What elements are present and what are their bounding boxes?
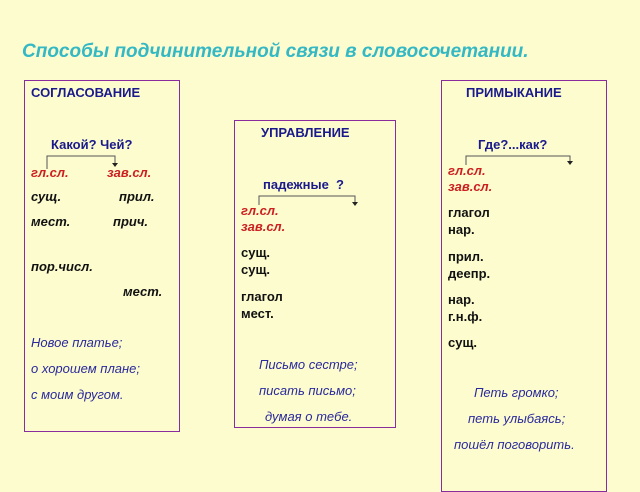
adjacency-heading: ПРИМЫКАНИЕ (466, 85, 562, 100)
page-title: Способы подчинительной связи в словосочетании. (22, 41, 529, 62)
agreement-question: Какой? Чей? (51, 137, 133, 152)
agreement-box (24, 80, 180, 432)
adjacency-pair-top: прил. (448, 249, 484, 264)
adjacency-head-label: гл.сл. (448, 163, 486, 178)
agreement-heading: СОГЛАСОВАНИЕ (31, 85, 141, 100)
agreement-head-label: гл.сл. (31, 165, 69, 180)
agreement-row2-left: мест. (31, 214, 71, 229)
adjacency-pair-top: нар. (448, 292, 475, 307)
government-example: думая о тебе. (265, 409, 353, 424)
adjacency-pair-bottom: нар. (448, 222, 475, 237)
agreement-row3-right: мест. (123, 284, 163, 299)
government-example: Письмо сестре; (259, 357, 358, 372)
government-box (234, 120, 396, 428)
government-pair-bottom: сущ. (241, 262, 271, 277)
adjacency-pair-top: глагол (448, 205, 490, 220)
adjacency-dep-label: зав.сл. (448, 179, 493, 194)
agreement-example: Новое платье; (31, 335, 123, 350)
adjacency-pair-top: сущ. (448, 335, 478, 350)
government-pair-top: глагол (241, 289, 283, 304)
agreement-row1-right: прил. (119, 189, 155, 204)
government-head-label: гл.сл. (241, 203, 279, 218)
adjacency-example: Петь громко; (474, 385, 559, 400)
government-example: писать письмо; (259, 383, 356, 398)
agreement-row2-right: прич. (113, 214, 149, 229)
adjacency-example: пошёл поговорить. (454, 437, 575, 452)
adjacency-example: петь улыбаясь; (468, 411, 566, 426)
adjacency-pair-bottom: г.н.ф. (448, 309, 483, 324)
adjacency-pair-bottom: деепр. (448, 266, 491, 281)
agreement-dep-label: зав.сл. (107, 165, 152, 180)
adjacency-question: Где?...как? (478, 137, 548, 152)
agreement-example: с моим другом. (31, 387, 124, 402)
government-pair-bottom: мест. (241, 306, 274, 321)
adjacency-box (441, 80, 607, 492)
government-heading: УПРАВЛЕНИЕ (261, 125, 350, 140)
agreement-row3-left: пор.числ. (31, 259, 93, 274)
government-pair-top: сущ. (241, 245, 271, 260)
agreement-example: о хорошем плане; (31, 361, 140, 376)
government-question: падежные ? (263, 177, 344, 192)
government-dep-label: зав.сл. (241, 219, 286, 234)
agreement-row1-left: сущ. (31, 189, 62, 204)
